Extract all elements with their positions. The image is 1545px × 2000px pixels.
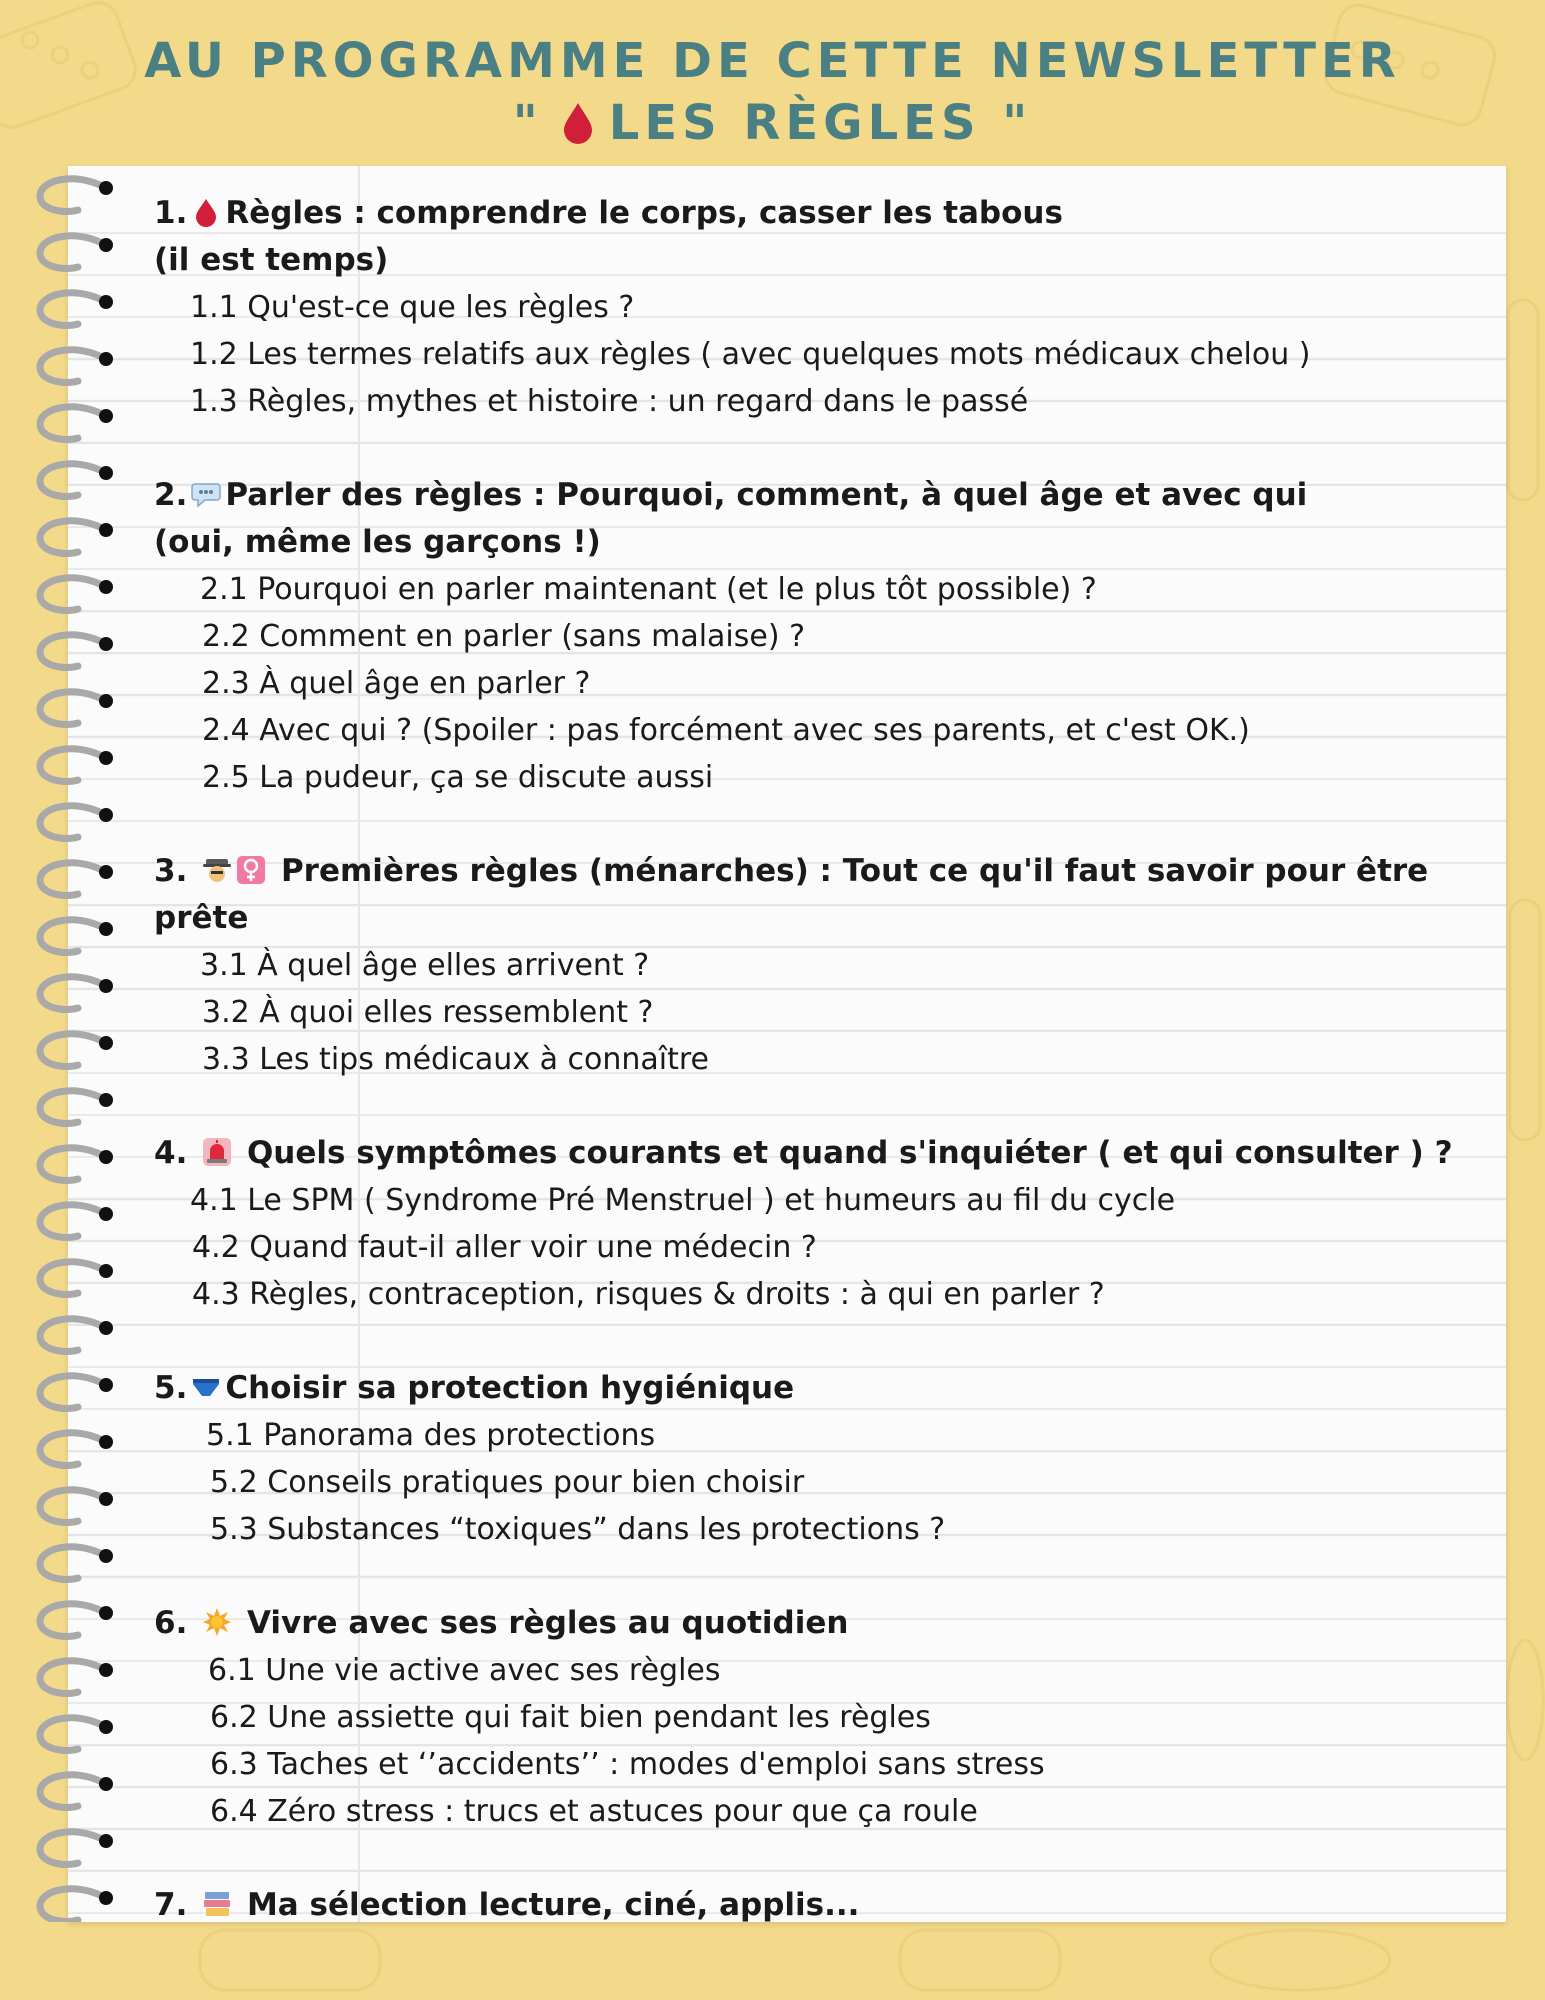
list-item: 4.3 Règles, contraception, risques & droits : à qui en parler ? (192, 1277, 1105, 1312)
binding-hole (99, 1207, 113, 1221)
section-2-title (154, 472, 1494, 519)
section-4-title (154, 1130, 1494, 1177)
list-item: 4.1 Le SPM ( Syndrome Pré Menstruel ) et humeurs au fil du cycle (190, 1183, 1176, 1218)
binding-hole (99, 865, 113, 879)
spiral-ring (40, 1547, 102, 1580)
binding-hole (99, 1321, 113, 1335)
binding-hole (99, 466, 113, 480)
section-number: 6. (154, 1605, 188, 1641)
binding-hole (99, 1435, 113, 1449)
section-5 (154, 1365, 1494, 1553)
spiral-ring (40, 1034, 102, 1067)
list-item: 1.2 Les termes relatifs aux règles ( avec quelques mots médicaux chelou ) (190, 337, 1311, 372)
speech-bubble-icon (191, 479, 221, 509)
spiral-ring (40, 1433, 102, 1466)
section-title-text: Premières règles (ménarches) : Tout ce qu'il faut savoir pour être prête (154, 853, 1429, 936)
title-line-2 (0, 92, 1545, 154)
spiral-ring (40, 1889, 102, 1922)
binding-hole (99, 181, 113, 195)
spiral-binding (34, 166, 124, 1922)
underwear-icon (191, 1372, 221, 1402)
list-item: 6.3 Taches et ‘’accidents’’ : modes d'emploi sans stress (210, 1747, 1045, 1782)
binding-hole (99, 808, 113, 822)
binding-hole (99, 1093, 113, 1107)
spiral-ring (40, 692, 102, 725)
spiral-ring (40, 236, 102, 269)
spiral-ring (40, 1091, 102, 1124)
section-5-title (154, 1365, 1494, 1412)
page-title (0, 30, 1545, 154)
section-number: 7. (154, 1887, 188, 1923)
title-text: LES RÈGLES (608, 95, 981, 151)
list-item: 1.1 Qu'est-ce que les règles ? (190, 290, 635, 325)
section-title-text: Quels symptômes courants et quand s'inquiéter ( et qui consulter ) ? (246, 1135, 1453, 1171)
list-item: 5.2 Conseils pratiques pour bien choisir (210, 1465, 805, 1500)
spiral-ring (40, 1262, 102, 1295)
section-7 (154, 1882, 1494, 1929)
spiral-ring (40, 1148, 102, 1181)
spiral-ring (40, 1376, 102, 1409)
books-icon (202, 1889, 232, 1919)
spiral-ring (40, 1775, 102, 1808)
spiral-ring (40, 464, 102, 497)
binding-hole (99, 1834, 113, 1848)
binding-hole (99, 352, 113, 366)
list-item: 6.4 Zéro stress : trucs et astuces pour que ça roule (210, 1794, 978, 1829)
spiral-ring (40, 1832, 102, 1865)
section-2 (154, 472, 1494, 801)
binding-hole (99, 523, 113, 537)
list-item: 2.5 La pudeur, ça se discute aussi (202, 760, 714, 795)
binding-hole (99, 238, 113, 252)
list-item: 4.2 Quand faut-il aller voir une médecin ? (192, 1230, 817, 1265)
binding-hole (99, 1606, 113, 1620)
quote-close: " (1002, 95, 1033, 151)
blood-drop-icon (191, 197, 221, 227)
section-3 (154, 848, 1494, 1083)
section-number: 4. (154, 1135, 188, 1171)
binding-hole (99, 1150, 113, 1164)
section-title-text: Ma sélection lecture, ciné, applis... (246, 1887, 860, 1923)
list-item: 3.1 À quel âge elles arrivent ? (200, 948, 650, 983)
spiral-ring (40, 578, 102, 611)
list-item: 2.1 Pourquoi en parler maintenant (et le plus tôt possible) ? (200, 572, 1097, 607)
sun-icon (202, 1607, 232, 1637)
list-item: 5.1 Panorama des protections (206, 1418, 656, 1453)
list-item: 5.3 Substances “toxiques” dans les protections ? (210, 1512, 946, 1547)
binding-hole (99, 1891, 113, 1905)
list-item: 2.2 Comment en parler (sans malaise) ? (202, 619, 806, 654)
binding-hole (99, 1720, 113, 1734)
section-number: 3. (154, 853, 188, 889)
binding-hole (99, 979, 113, 993)
spiral-ring (40, 635, 102, 668)
list-item: 3.2 À quoi elles ressemblent ? (202, 995, 654, 1030)
list-item: 3.3 Les tips médicaux à connaître (202, 1042, 710, 1077)
section-1-title (154, 190, 1494, 237)
binding-hole (99, 1777, 113, 1791)
spiral-ring (40, 350, 102, 383)
spiral-ring (40, 407, 102, 440)
title-line-1: AU PROGRAMME DE CETTE NEWSLETTER (144, 33, 1401, 89)
spiral-ring (40, 293, 102, 326)
spiral-ring (40, 977, 102, 1010)
spiral-ring (40, 863, 102, 896)
spiral-ring (40, 1490, 102, 1523)
binding-hole (99, 694, 113, 708)
section-title-text: Choisir sa protection hygiénique (225, 1370, 795, 1406)
spiral-ring (40, 1604, 102, 1637)
binding-hole (99, 1549, 113, 1563)
section-number: 2. (154, 477, 188, 513)
section-6-title (154, 1600, 1494, 1647)
section-title-text: Parler des règles : Pourquoi, comment, à quel âge et avec qui (225, 477, 1308, 513)
section-2-subtitle: (oui, même les garçons !) (154, 524, 601, 560)
section-4 (154, 1130, 1494, 1318)
spiral-ring (40, 1319, 102, 1352)
spiral-ring (40, 920, 102, 953)
section-number: 1. (154, 195, 188, 231)
binding-hole (99, 922, 113, 936)
binding-hole (99, 1663, 113, 1677)
section-1 (154, 190, 1494, 425)
binding-hole (99, 295, 113, 309)
list-item: 6.1 Une vie active avec ses règles (208, 1653, 721, 1688)
binding-hole (99, 409, 113, 423)
section-title-text: Vivre avec ses règles au quotidien (246, 1605, 849, 1641)
section-6 (154, 1600, 1494, 1835)
spiral-ring (40, 179, 102, 212)
spiral-ring (40, 1718, 102, 1751)
section-1-subtitle: (il est temps) (154, 242, 389, 278)
list-item: 2.3 À quel âge en parler ? (202, 666, 591, 701)
list-item: 6.2 Une assiette qui fait bien pendant les règles (210, 1700, 931, 1735)
list-item: 1.3 Règles, mythes et histoire : un regard dans le passé (190, 384, 1029, 419)
section-title-text: Règles : comprendre le corps, casser les tabous (225, 195, 1063, 231)
binding-hole (99, 1378, 113, 1392)
quote-open: " (512, 95, 543, 151)
section-3-title (154, 848, 1494, 942)
binding-hole (99, 1264, 113, 1278)
female-sign-icon (236, 855, 266, 885)
section-7-title (154, 1882, 1494, 1929)
blood-drop-icon (561, 101, 595, 145)
list-item: 2.4 Avec qui ? (Spoiler : pas forcément avec ses parents, et c'est OK.) (202, 713, 1250, 748)
binding-hole (99, 580, 113, 594)
detective-icon (202, 855, 232, 885)
spiral-ring (40, 806, 102, 839)
spiral-ring (40, 1205, 102, 1238)
spiral-ring (40, 1661, 102, 1694)
table-of-contents (154, 190, 1494, 1976)
binding-hole (99, 637, 113, 651)
section-number: 5. (154, 1370, 188, 1406)
spiral-ring (40, 521, 102, 554)
binding-hole (99, 751, 113, 765)
siren-icon (202, 1137, 232, 1167)
binding-hole (99, 1492, 113, 1506)
binding-hole (99, 1036, 113, 1050)
spiral-ring (40, 749, 102, 782)
